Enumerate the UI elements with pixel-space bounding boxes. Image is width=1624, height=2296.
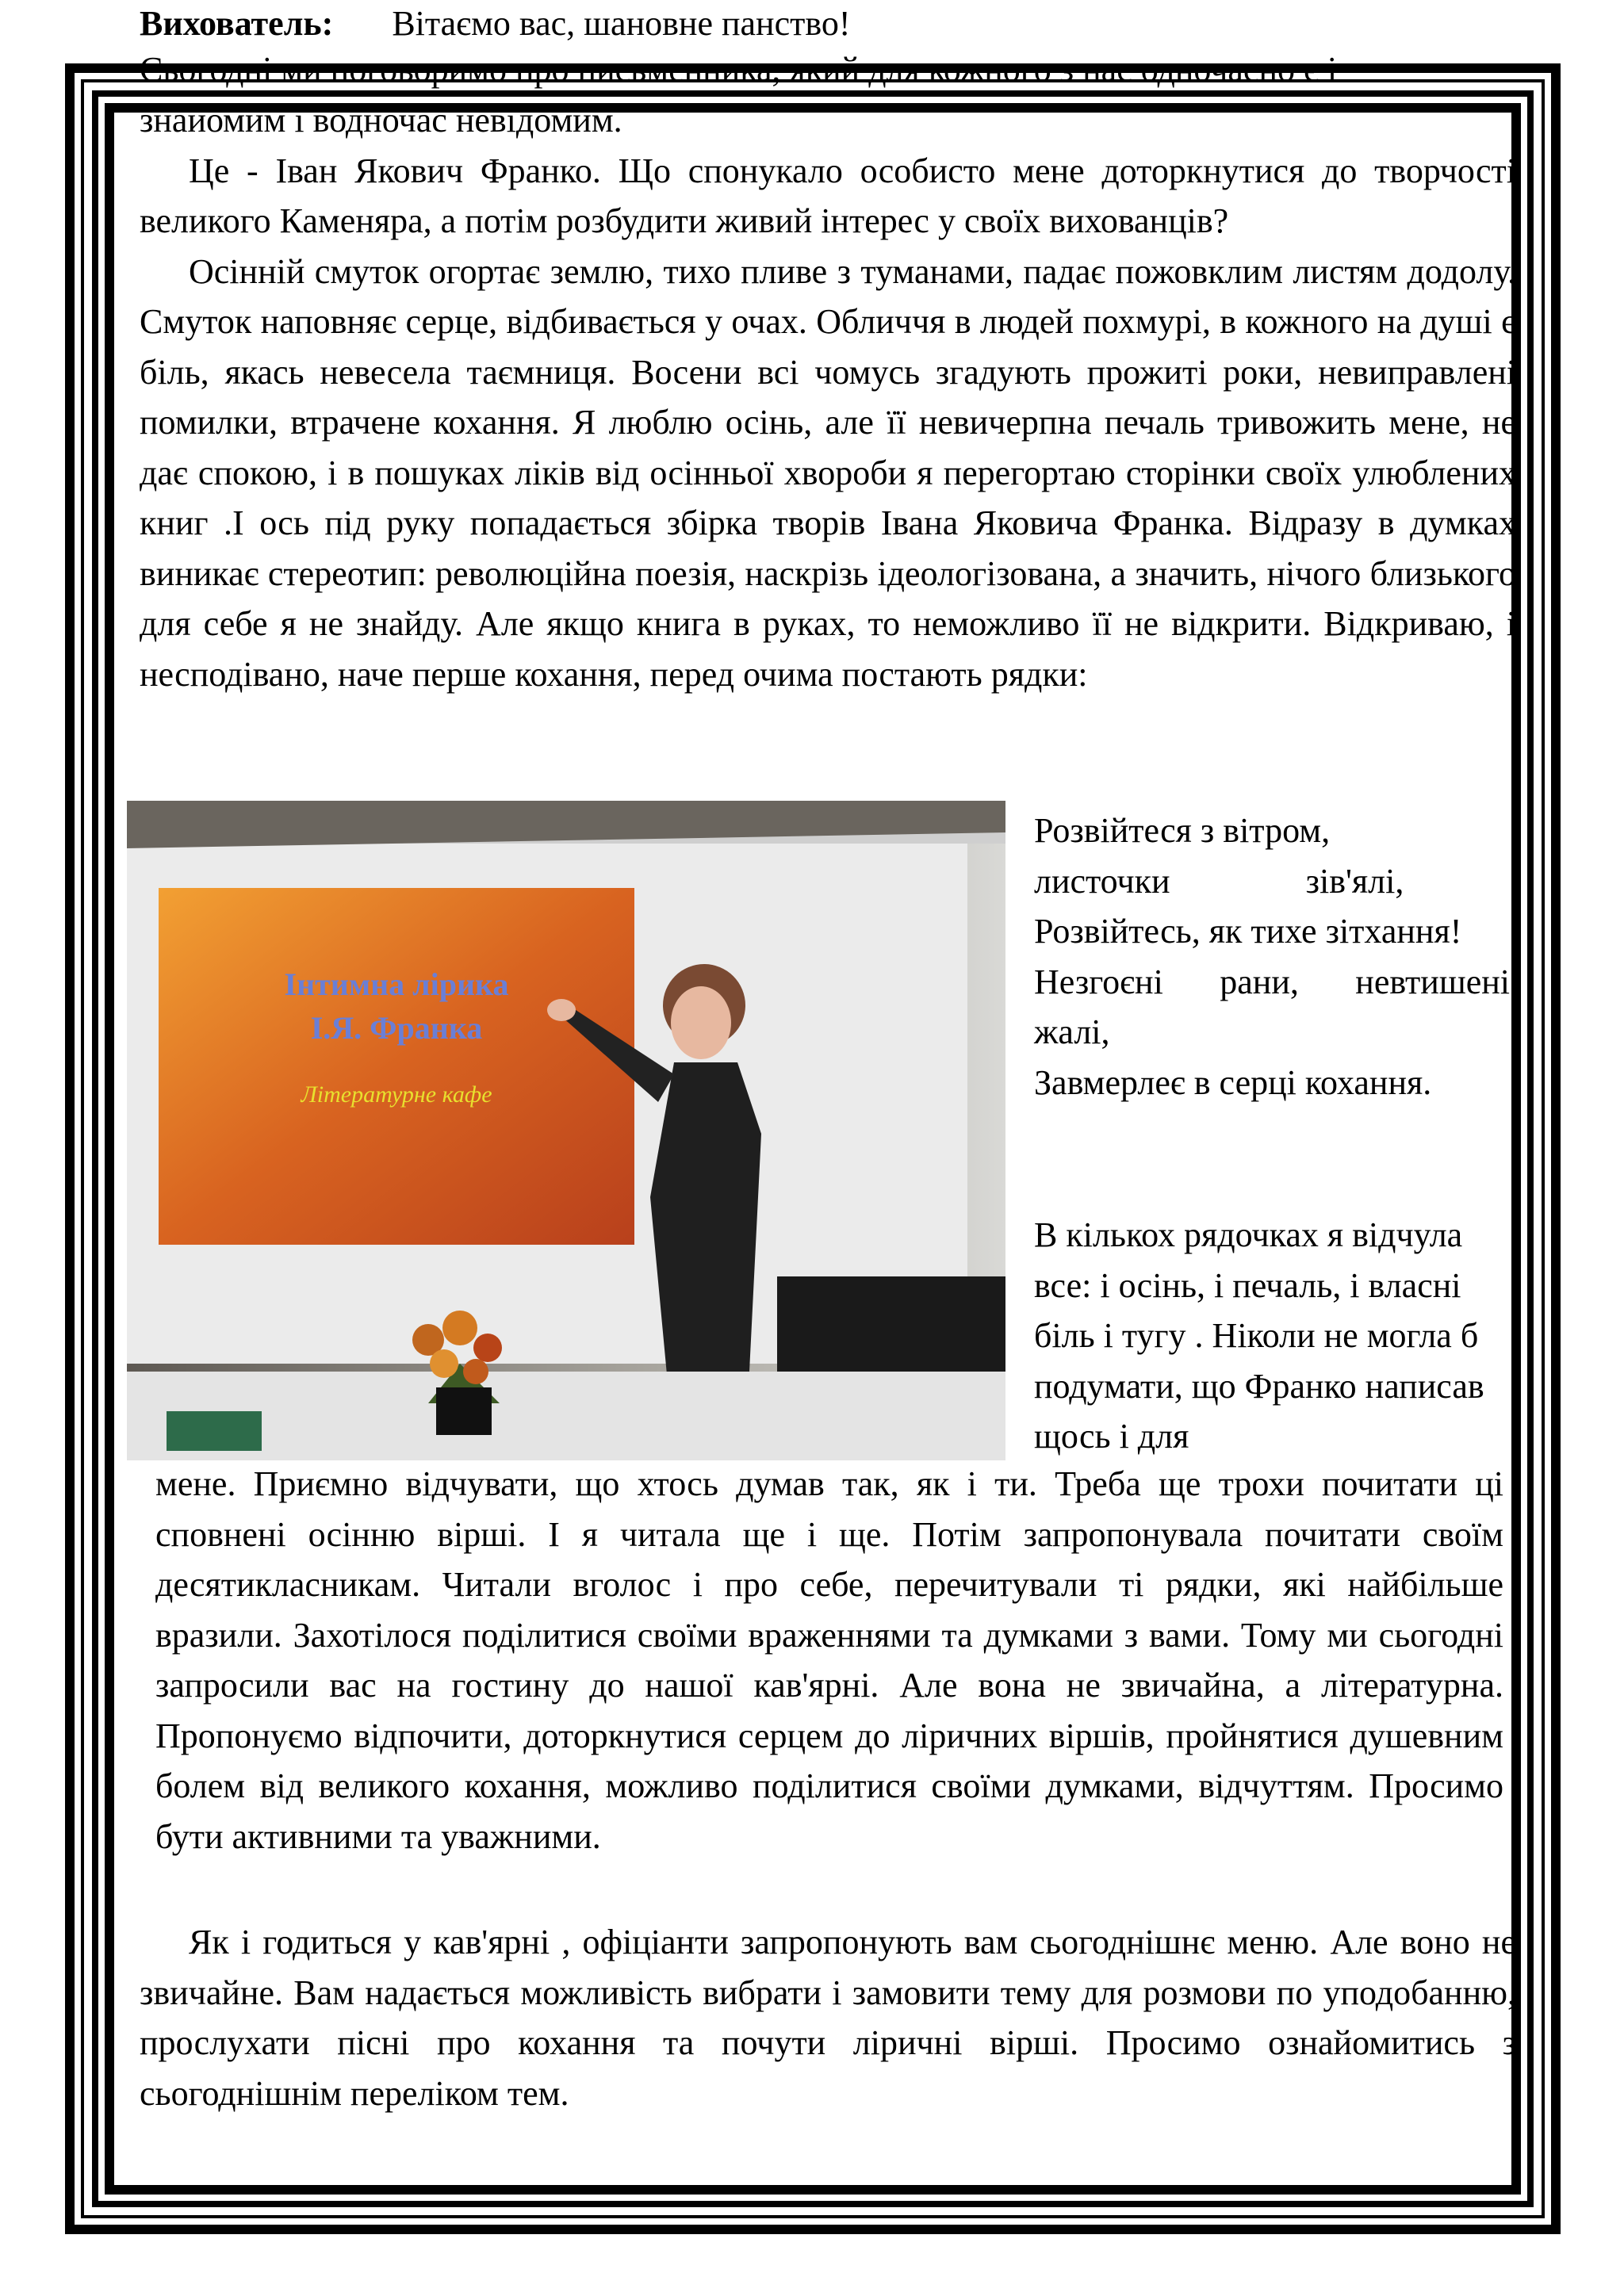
clipped-line-text: Сьогодні ми поговоримо про письменника, який для кожного з нас одночасно є і xyxy=(140,50,1338,89)
poem-block xyxy=(1034,806,1510,1108)
autumn-paragraph: Осінній смуток огортає землю, тихо пливе з туманами, падає пожовклим листям додолу. Смуток наповняє серце, відбивається у очах. Обличчя в людей похмурі, в кожного на душі є біль, якась невесела таємниця. Восени всі чомусь згадують прожиті роки, невиправлені помилки, втрачене кохання. Я люблю осінь, але її невичерпна печаль тривожить мене, не дає спокою, і в пошуках ліків від осінньої хвороби я перегортаю сторінки своїх улюблених книг .І ось під руку попадається збірка творів Івана Яковича Франка. Відразу в думках виникає стереотип: революційна поезія, наскрізь ідеологізована, а значить, нічого близького для себе я не знайду. Але якщо книга в руках, то неможливо її не відкрити. Відкриваю, і несподівано, наче перше кохання, перед очима постають рядки: xyxy=(140,251,1516,694)
reflection-paragraph xyxy=(155,1459,1503,1862)
greeting-text: Вітаємо вас, шановне панство! xyxy=(392,4,851,43)
classroom-photo xyxy=(127,801,1005,1460)
speaker-label: Вихователь: xyxy=(140,4,334,43)
side-paragraph-text: В кількох рядочках я відчула все: і осінь, і печаль, і власні біль і тугу . Ніколи не могла б подумати, що Франко написав щось і для xyxy=(1034,1215,1484,1456)
poem-line-6: Завмерлеє в серці кохання. xyxy=(1034,1062,1432,1102)
slide-subtitle: Літературне кафе xyxy=(301,1081,492,1108)
poem-line-4 xyxy=(1034,957,1510,1008)
intro-line-1: знайомим і водночас невідомим. xyxy=(140,101,622,140)
poem-line-1: Розвійтеся з вітром, xyxy=(1034,811,1331,850)
slide-title-2: І.Я. Франка xyxy=(310,1010,483,1046)
poem-line-4-word-3: невтишені xyxy=(1355,962,1510,1001)
reflection-paragraph-text: мене. Приємно відчувати, що хтось думав так, як і ти. Треба ще трохи почитати ці сповнені осінню вірші. І я читала ще і ще. Потім запропонувала почитати своїм десятикласникам. Читали вголос і про себе, перечитували ті рядки, які найбільше вразили. Захотілося поділитися своїми враженнями та думками з вами. Тому ми сьогодні запросили вас на гостину до нашої кав'ярні. Але вона не звичайна, а літературна. Пропонуємо відпочити, доторкнутися серцем до ліричних віршів, пройнятися душевним болем від великого кохання, можливо поділитися своїми думками, відчуттям. Просимо бути активними та уважними. xyxy=(155,1464,1503,1856)
menu-paragraph-text: Як і годиться у кав'ярні , офіціанти запропонують вам сьогоднішнє меню. Але воно не звичайне. Вам надається можливість вибрати і замовити тему для розмови по уподобанню, прослухати пісні про кохання та почути ліричні вірші. Просимо ознайомитись з сьогоднішнім переліком тем. xyxy=(140,1923,1516,2113)
poem-line-2: листочки зів'ялі, xyxy=(1034,861,1404,901)
poem-line-4-word-2: рани, xyxy=(1220,962,1299,1001)
poem-line-3: Розвійтесь, як тихе зітхання! xyxy=(1034,912,1462,951)
side-paragraph xyxy=(1034,1210,1510,1462)
header-line xyxy=(140,0,850,48)
intro-block xyxy=(140,95,1516,699)
poem-line-4-word-1: Незгоєні xyxy=(1034,962,1163,1001)
intro-paragraph-franko: Це - Іван Якович Франко. Що спонукало особисто мене доторкнутися до творчості великого Каменяра, а потім розбудити живий інтерес у своїх вихованців? xyxy=(140,151,1516,240)
menu-paragraph xyxy=(140,1917,1516,2118)
slide-title-1: Інтимна лірика xyxy=(284,966,509,1002)
poem-line-5: жалі, xyxy=(1034,1012,1110,1051)
